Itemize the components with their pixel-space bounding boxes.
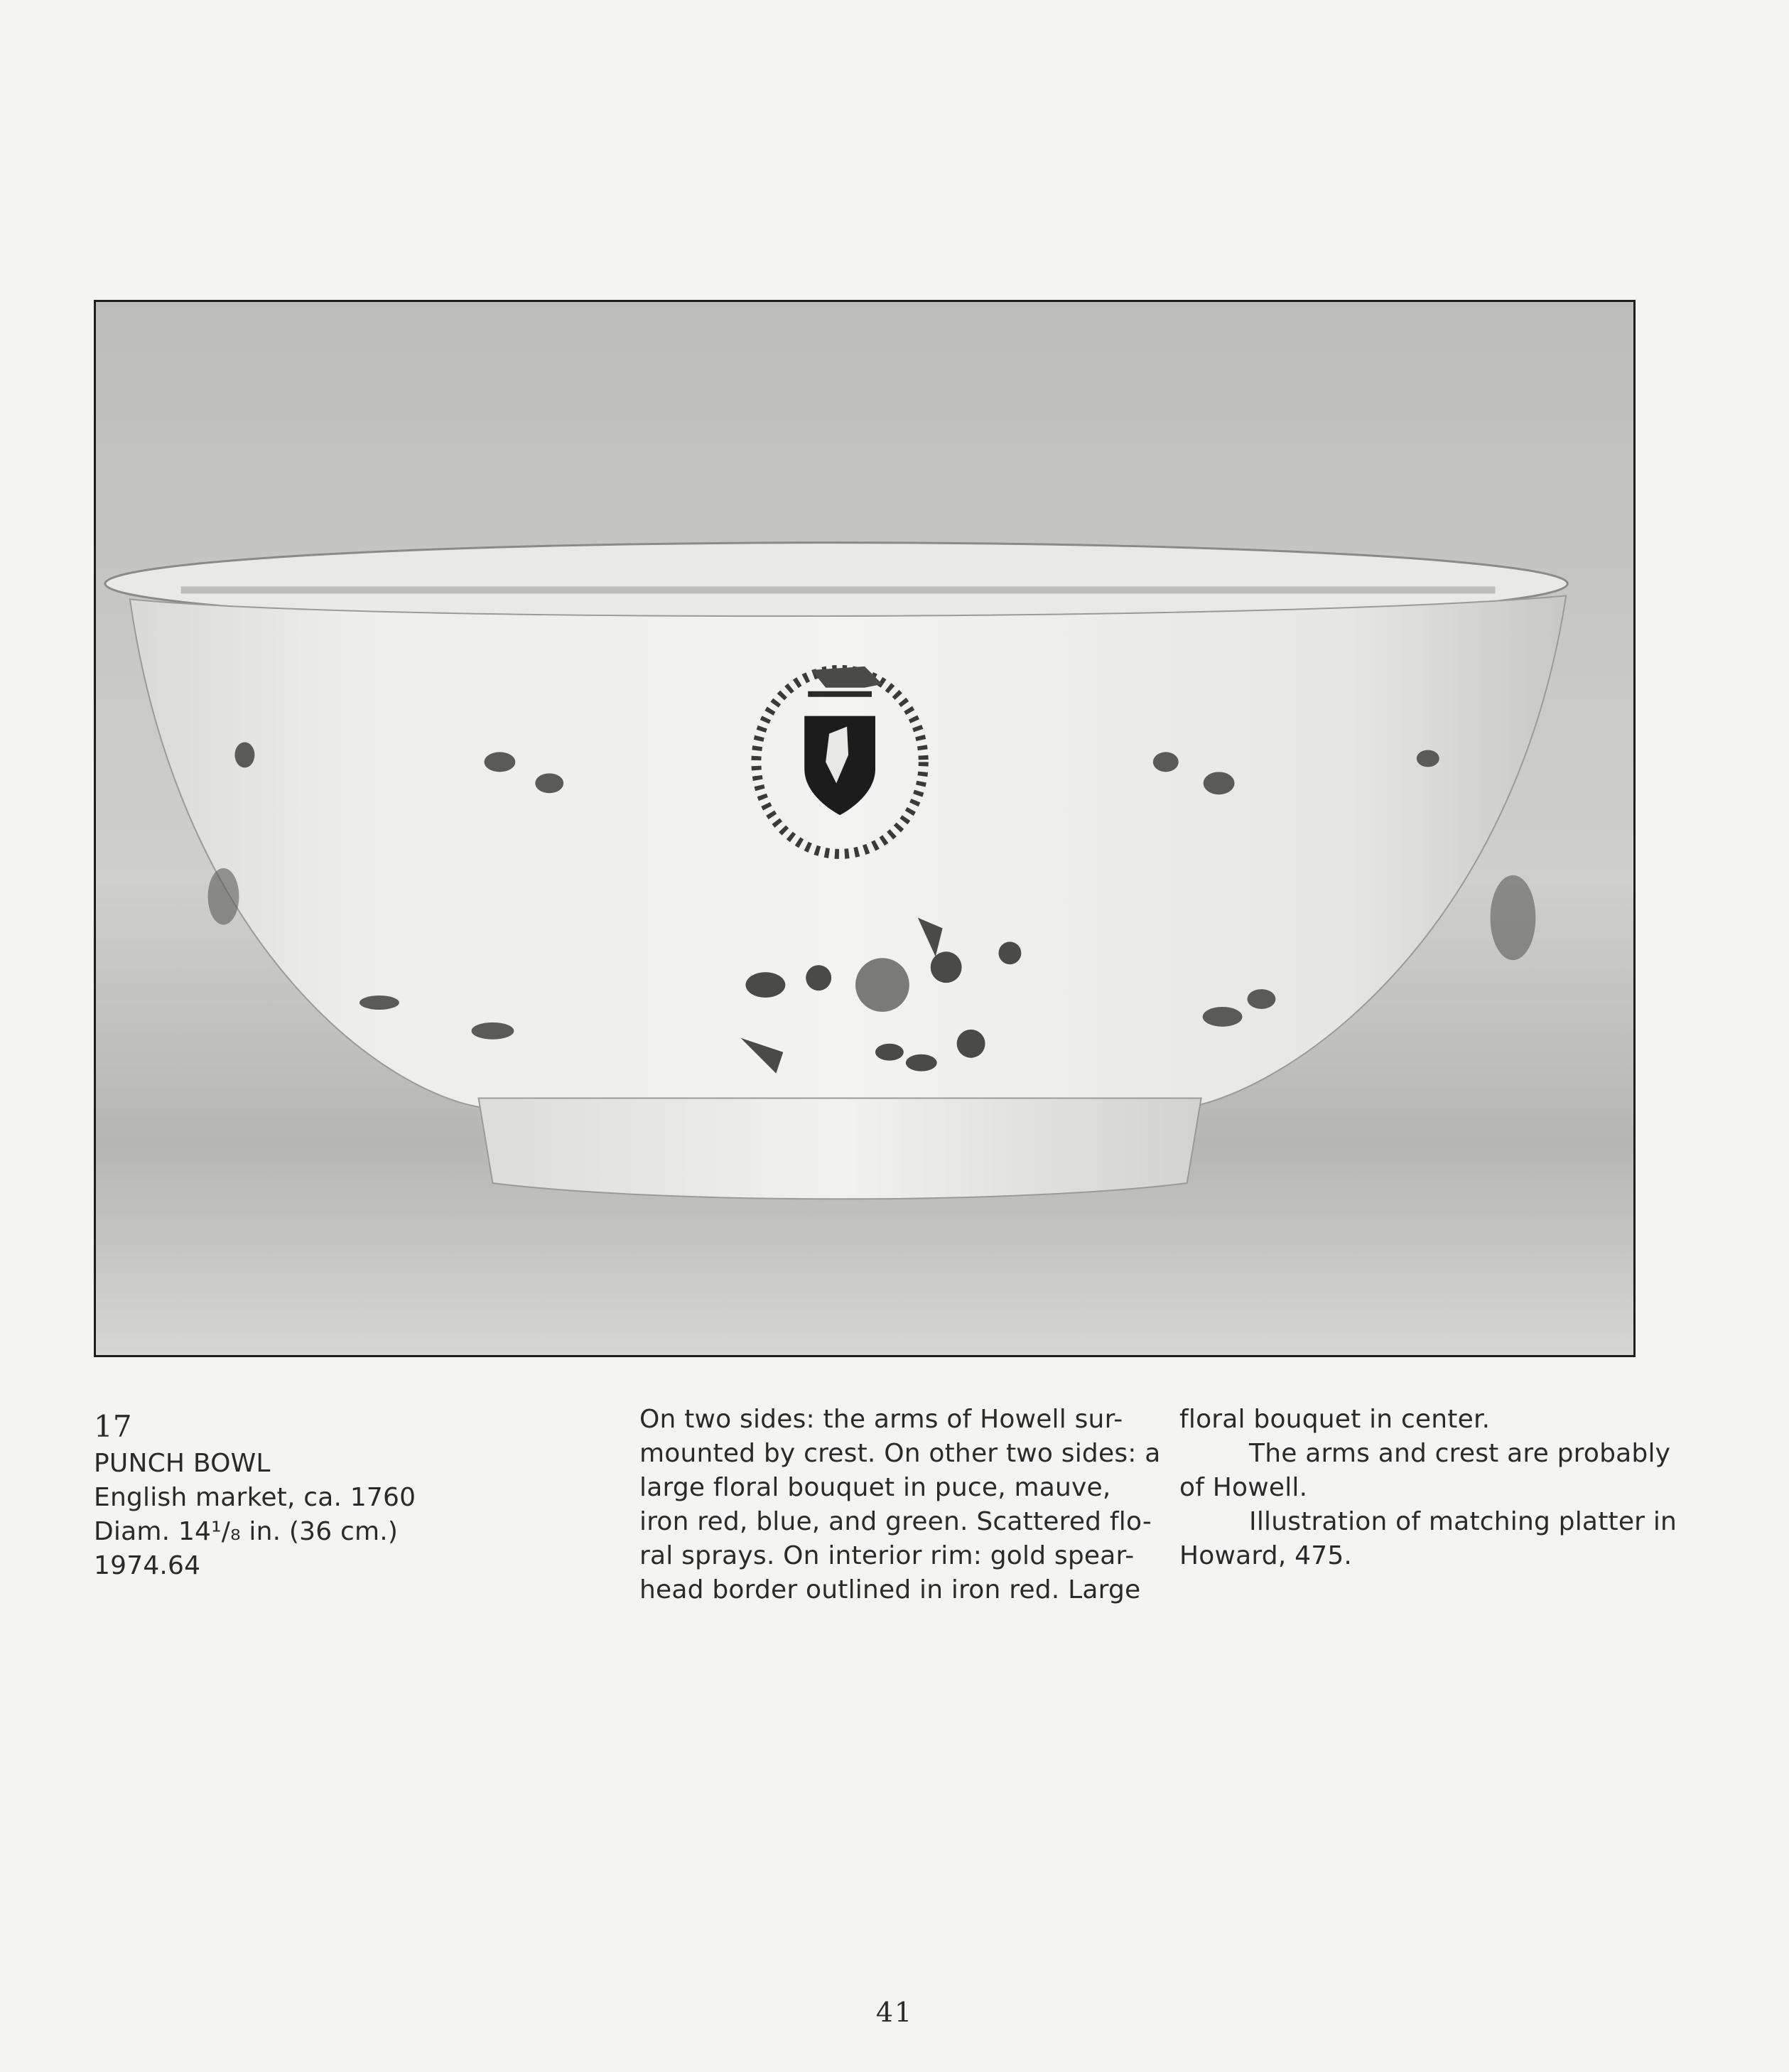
object-title: PUNCH BOWL (94, 1449, 271, 1478)
description-continuation: floral bouquet in center. (1179, 1405, 1491, 1434)
description-line: large floral bouquet in puce, mauve, (639, 1473, 1111, 1502)
description-line: mounted by crest. On other two sides: a (639, 1439, 1161, 1468)
attribution-note: The arms and crest are probably (1249, 1439, 1671, 1468)
description-line: On two sides: the arms of Howell sur- (639, 1405, 1123, 1434)
notes-column (1179, 1403, 1677, 1573)
page-number: 41 (875, 1997, 914, 2028)
object-dimensions: Diam. 14¹/₈ in. (36 cm.) (94, 1517, 399, 1546)
description-line: ral sprays. On interior rim: gold spear- (639, 1541, 1135, 1570)
description-line: head border outlined in iron red. Large (639, 1575, 1141, 1604)
catalogue-caption (94, 1407, 449, 1583)
description-column (639, 1403, 1161, 1607)
reference-note-end: Howard, 475. (1179, 1541, 1353, 1570)
catalogue-number: 17 (94, 1409, 132, 1444)
accession-number: 1974.64 (94, 1551, 201, 1580)
punch-bowl-photograph (94, 300, 1636, 1357)
attribution-note-end: of Howell. (1179, 1473, 1308, 1502)
reference-note: Illustration of matching platter in (1249, 1507, 1677, 1536)
object-market-date: English market, ca. 1760 (94, 1483, 416, 1512)
description-line: iron red, blue, and green. Scattered flo- (639, 1507, 1152, 1536)
